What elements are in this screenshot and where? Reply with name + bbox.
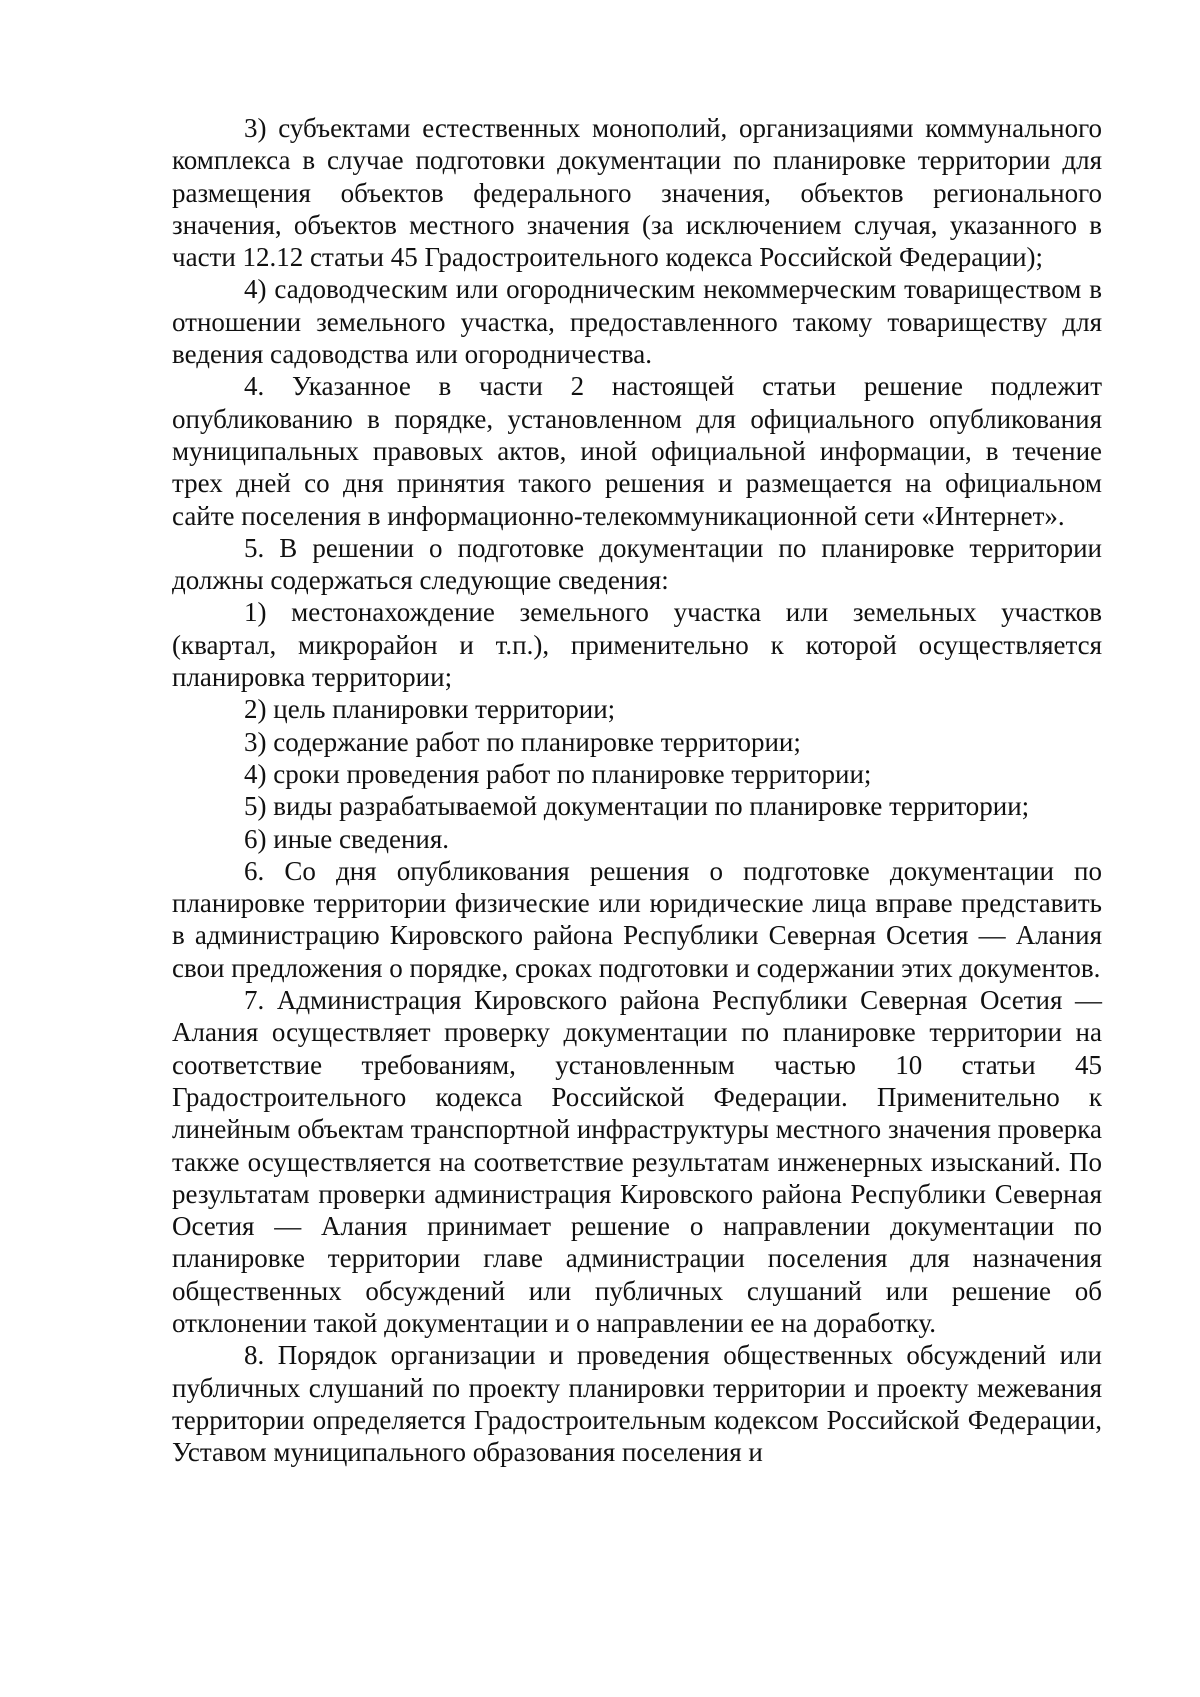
paragraph-clause-6-proposals: 6. Со дня опубликования решения о подготовке документации по планировке территории физические или юридические лица вправе представить в администрацию Кировского района Республики Северная Осетия — Алания свои предложения о порядке, сроках подготовки и содержании этих документов.	[172, 855, 1102, 983]
paragraph-item-6-other: 6) иные сведения.	[244, 823, 450, 854]
paragraph-item-1-location: 1) местонахождение земельного участка или земельных участков (квартал, микрорайон и т.п.), применительно к которой осуществляется планировка территории;	[172, 597, 1102, 693]
paragraph-clause-5-decision-content: 5. В решении о подготовке документации по планировке территории должны содержаться следующие сведения:	[172, 532, 1102, 596]
paragraph-item-4-terms: 4) сроки проведения работ по планировке территории;	[244, 758, 872, 789]
document-page	[172, 112, 1102, 1468]
paragraph-clause-7-verification: 7. Администрация Кировского района Республики Северная Осетия — Алания осуществляет проверку документации по планировке территории на соответствие требованиям, установленным частью 10 статьи 45 Градостроительного кодекса Российской Федерации. Применительно к линейным объектам транспортной инфраструктуры местного значения проверка также осуществляется на соответствие результатам инженерных изысканий. По результатам проверки администрация Кировского района Республики Северная Осетия — Алания принимает решение о направлении документации по планировке территории главе администрации поселения для назначения общественных обсуждений или публичных слушаний или решение об отклонении такой документации и о направлении ее на доработку.	[172, 985, 1102, 1338]
paragraph-item-2-goal: 2) цель планировки территории;	[244, 694, 616, 725]
paragraph-clause-8-hearings: 8. Порядок организации и проведения общественных обсуждений или публичных слушаний по проекту планировки территории и проекту межевания территории определяется Градостроительным кодексом Российской Федерации, Уставом муниципального образования поселения и	[172, 1340, 1102, 1468]
paragraph-item-5-doc-types: 5) виды разрабатываемой документации по планировке территории;	[244, 791, 1030, 822]
paragraph-item-4-gardening: 4) садоводческим или огородническим некоммерческим товариществом в отношении земельного участка, предоставленного такому товариществу для ведения садоводства или огородничества.	[172, 274, 1102, 370]
paragraph-clause-4-publication: 4. Указанное в части 2 настоящей статьи решение подлежит опубликованию в порядке, установленном для официального опубликования муниципальных правовых актов, иной официальной информации, в течение трех дней со дня принятия такого решения и размещается на официальном сайте поселения в информационно-телекоммуникационной сети «Интернет».	[172, 371, 1102, 531]
paragraph-item-3-works: 3) содержание работ по планировке территории;	[244, 726, 801, 757]
paragraph-item-3-monopolies: 3) субъектами естественных монополий, организациями коммунального комплекса в случае подготовки документации по планировке территории для размещения объектов федерального значения, объектов регионального значения, объектов местного значения (за исключением случая, указанного в части 12.12 статьи 45 Градостроительного кодекса Российской Федерации);	[172, 113, 1102, 273]
